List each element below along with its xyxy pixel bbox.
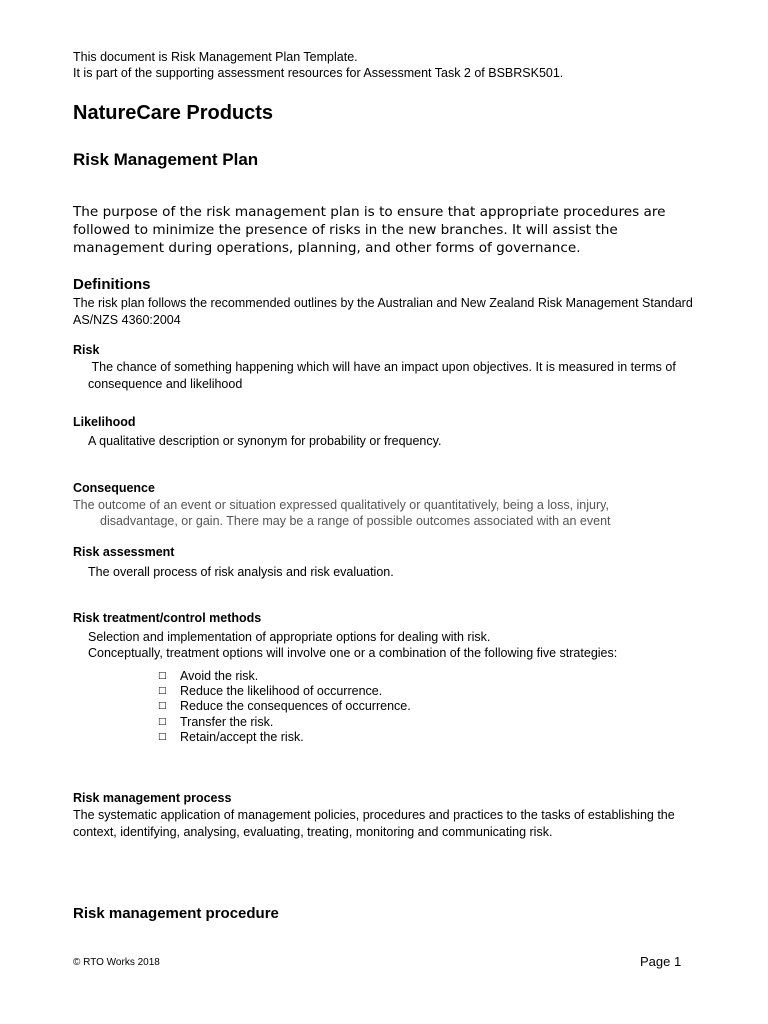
definition-risk: The chance of something happening which will have an impact upon objectives. It is measured in terms of consequence and likelihood <box>88 360 680 391</box>
plan-title: Risk Management Plan <box>73 150 259 169</box>
intro-line-2: It is part of the supporting assessment resources for Assessment Task 2 of BSBRSK501. <box>73 66 564 80</box>
definition-treatment-line-2: Conceptually, treatment options will involve one or a combination of the following five strategies: <box>88 646 618 660</box>
definition-treatment-line-1: Selection and implementation of appropriate options for dealing with risk. <box>88 630 491 644</box>
intro-line-1: This document is Risk Management Plan Template. <box>73 50 358 64</box>
definition-consequence-line-2: disadvantage, or gain. There may be a range of possible outcomes associated with an event <box>100 514 611 528</box>
definition-risk-management-process: The systematic application of management policies, procedures and practices to the tasks of establishing the context, identifying, analysing, evaluating, treating, monitoring and communicating risk. <box>73 808 675 839</box>
term-likelihood: Likelihood <box>73 415 136 429</box>
list-item: □ Retain/accept the risk. <box>158 730 411 745</box>
list-item: □ Reduce the consequences of occurrence. <box>158 699 411 714</box>
definition-consequence-line-1: The outcome of an event or situation expressed qualitatively or quantitatively, being a loss, injury, <box>73 498 609 512</box>
definitions-heading: Definitions <box>73 276 151 293</box>
intro-text <box>73 49 563 81</box>
definition-risk-assessment: The overall process of risk analysis and risk evaluation. <box>88 565 394 579</box>
term-risk-treatment: Risk treatment/control methods <box>73 611 262 625</box>
strategy-list <box>158 669 411 745</box>
procedure-heading: Risk management procedure <box>73 905 279 922</box>
purpose-paragraph: The purpose of the risk management plan is to ensure that appropriate procedures are followed to minimize the presence of risks in the new branches. It will assist the management during operations, planning, and other forms of governance. <box>73 204 666 256</box>
page-number: Page 1 <box>640 954 682 969</box>
term-risk: Risk <box>73 343 100 357</box>
list-item: □ Reduce the likelihood of occurrence. <box>158 684 411 699</box>
list-item: □ Avoid the risk. <box>158 669 411 684</box>
term-risk-management-process: Risk management process <box>73 791 232 805</box>
list-item: □ Transfer the risk. <box>158 715 411 730</box>
term-risk-assessment: Risk assessment <box>73 545 175 559</box>
footer-copyright: © RTO Works 2018 <box>73 957 160 968</box>
definition-likelihood: A qualitative description or synonym for probability or frequency. <box>88 434 442 448</box>
term-consequence: Consequence <box>73 481 155 495</box>
company-title: NatureCare Products <box>73 102 274 124</box>
definitions-intro: The risk plan follows the recommended outlines by the Australian and New Zealand Risk Management Standard AS/NZS 4360:2004 <box>73 296 693 327</box>
